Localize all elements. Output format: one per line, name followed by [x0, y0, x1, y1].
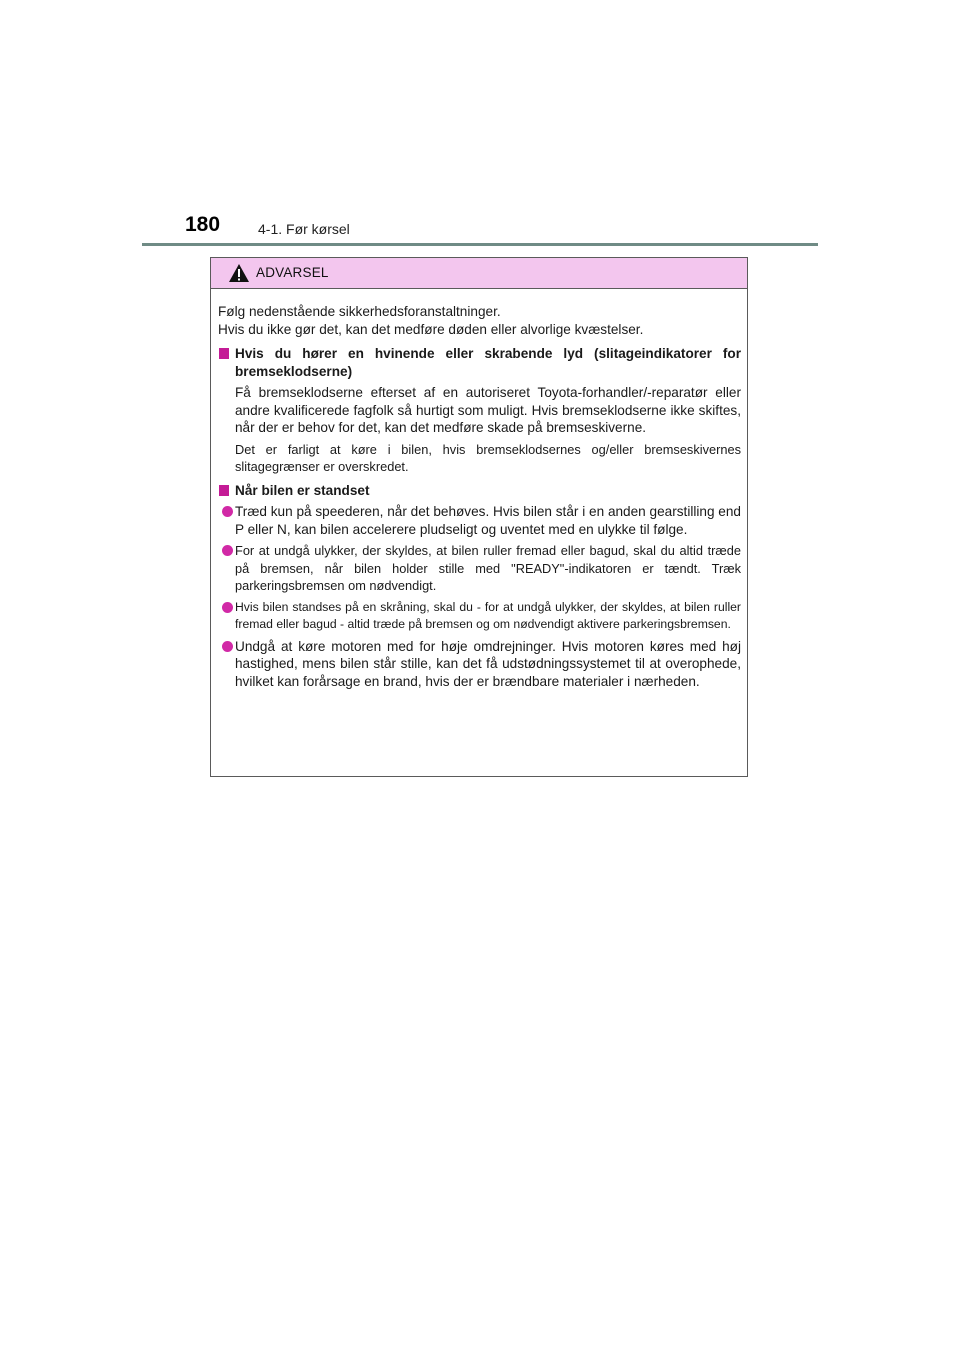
warning-box: [210, 257, 748, 777]
list-item-text: For at undgå ulykker, der skyldes, at bilen ruller fremad eller bagud, skal du altid træde på bremsen, når bilen holder stille med "READY"-indikatoren er tændt. Træk parkeringsbremsen om nødvendigt.: [235, 543, 741, 593]
warning-header: [211, 258, 747, 289]
square-bullet-icon: [219, 348, 229, 359]
list-item-text: Undgå at køre motoren med for høje omdrejninger. Hvis motoren køres med høj hastighed, mens bilen står stille, kan det få udstødningssystemet til at overophede, hvilket kan forårsage en brand, hvis der er brændbare materialer i nærheden.: [235, 638, 741, 689]
warning-triangle-icon: [228, 263, 250, 283]
list-item: [218, 638, 741, 691]
paragraph: Få bremseklodserne efterset af en autoriseret Toyota-forhandler/-reparatør eller andre kvalificerede fagfolk så hurtigt som muligt. Hvis bremseklodserne ikke skiftes, når der er behov for det, kan det medføre skade på bremseskiverne.: [235, 385, 741, 435]
page-header: [185, 213, 815, 245]
circle-bullet-icon: [222, 641, 233, 652]
list-item: [218, 542, 741, 595]
list-item-text: Hvis bilen standses på en skråning, skal du - for at undgå ulykker, der skyldes, at bilen ruller fremad eller bagud - altid træde på bremsen og om nødvendigt aktivere parkeringsbremsen.: [235, 599, 741, 631]
section-heading-text: Hvis du hører en hvinende eller skrabende lyd (slitageindikatorer for bremseklodserne): [235, 346, 741, 379]
section-title: 4-1. Før kørsel: [258, 221, 350, 237]
paragraph: Det er farligt at køre i bilen, hvis bremseklodsernes og/eller bremseskivernes slitagegrænser er overskredet.: [235, 441, 741, 474]
warning-title: ADVARSEL: [256, 265, 329, 280]
header-rule: [142, 243, 818, 246]
circle-bullet-icon: [222, 545, 233, 556]
list-item: [218, 599, 741, 634]
warning-intro: [218, 303, 741, 338]
square-bullet-icon: [219, 485, 229, 496]
list-item: [218, 503, 741, 538]
circle-bullet-icon: [222, 506, 233, 517]
list-item-text: Træd kun på speederen, når det behøves. Hvis bilen står i en anden gearstilling end P eller N, kan bilen accelerere pludseligt og uventet med en ulykke til følge.: [235, 504, 741, 537]
page-number: 180: [185, 213, 221, 236]
warning-body: [211, 289, 747, 690]
intro-line: Hvis du ikke gør det, kan det medføre døden eller alvorlige kvæstelser.: [218, 321, 644, 337]
section-heading: [218, 345, 741, 380]
section-heading-text: Når bilen er standset: [235, 482, 370, 498]
section-heading: [218, 482, 741, 500]
intro-line: Følg nedenstående sikkerhedsforanstaltninger.: [218, 304, 501, 319]
circle-bullet-icon: [222, 602, 233, 613]
